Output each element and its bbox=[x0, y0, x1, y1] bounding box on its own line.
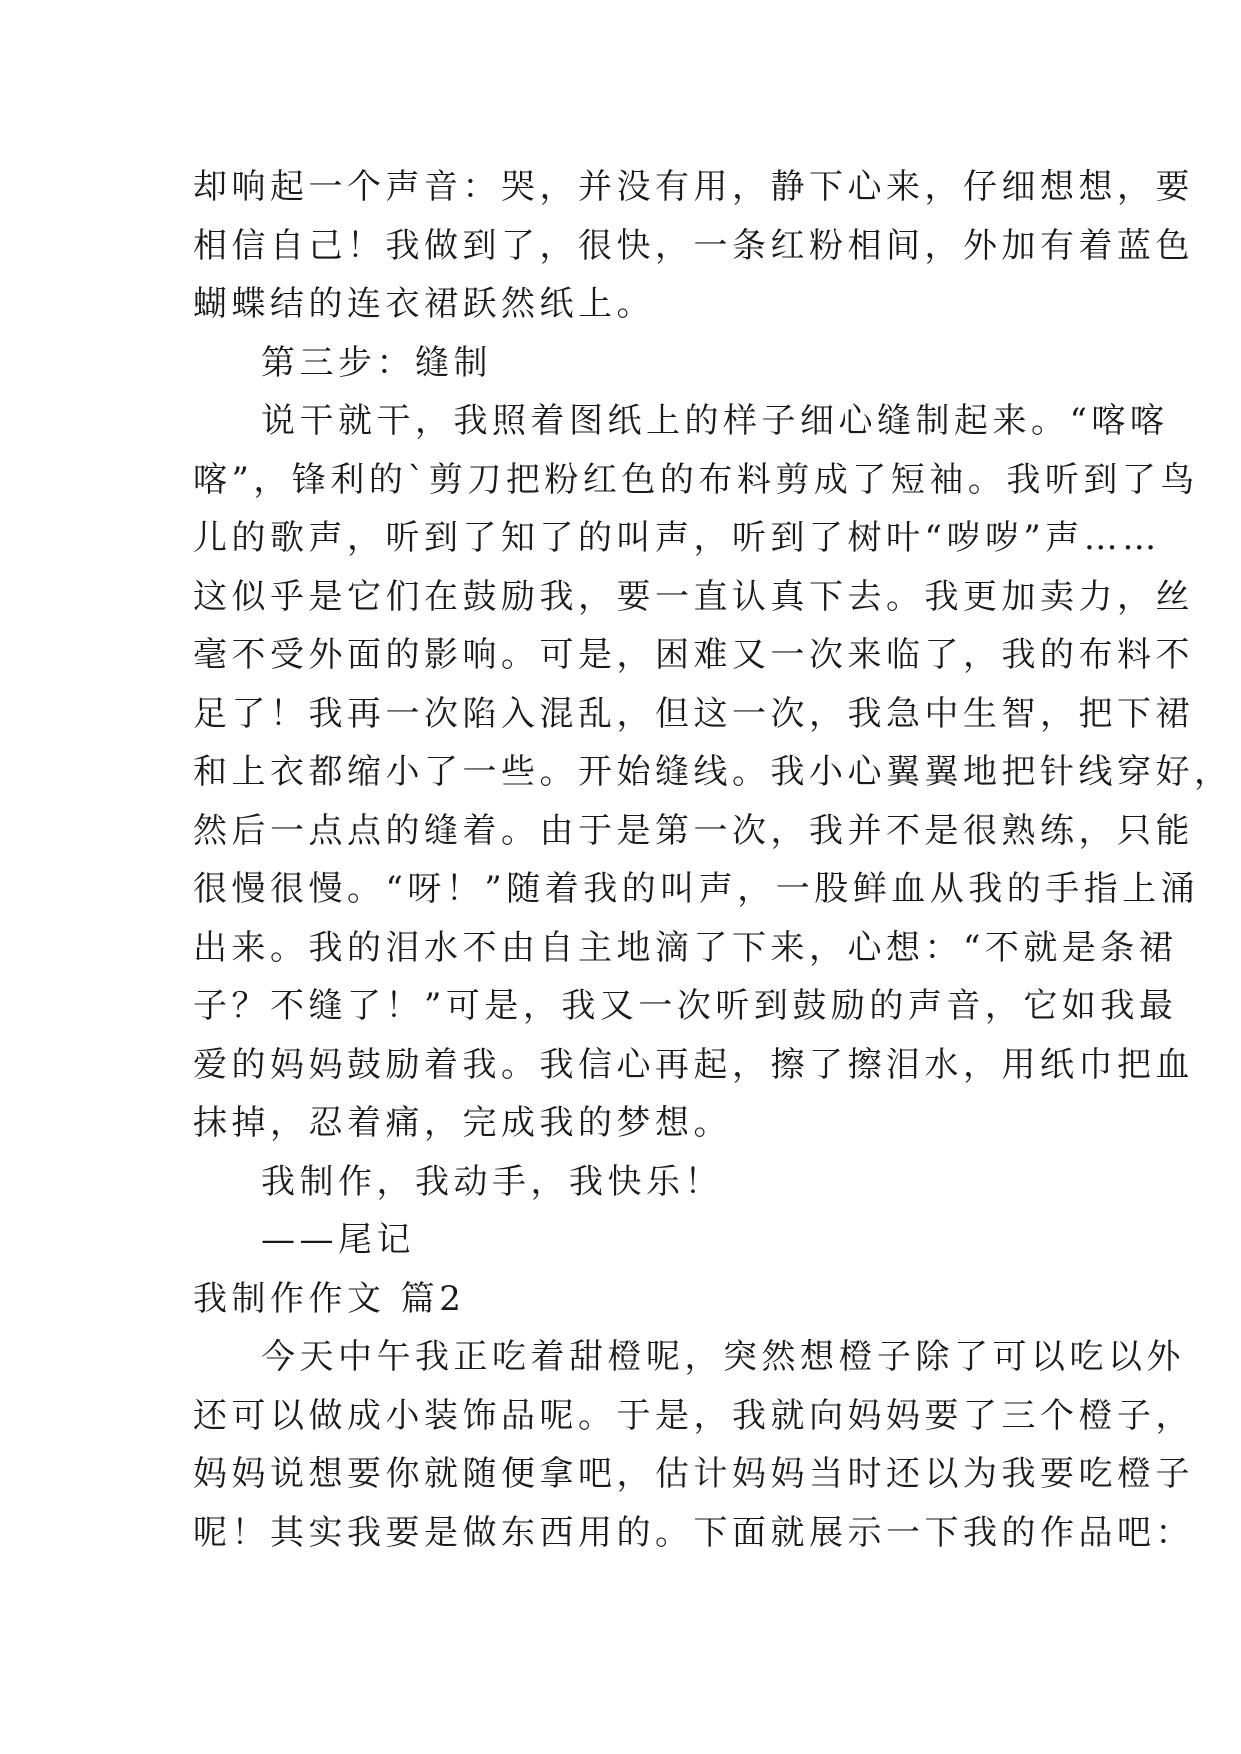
text-line: 出来。我的泪水不由自主地滴了下来，心想：“不就是条裙 bbox=[193, 927, 1178, 968]
text-line: 然后一点点的缝着。由于是第一次，我并不是很熟练，只能 bbox=[193, 810, 1194, 851]
postscript: ——尾记 bbox=[261, 1220, 415, 1260]
text-line: 妈妈说想要你就随便拿吧，估计妈妈当时还以为我要吃橙子 bbox=[193, 1454, 1194, 1494]
text-line: 毫不受外面的影响。可是，困难又一次来临了，我的布料不 bbox=[193, 635, 1194, 675]
text-line: 还可以做成小装饰品呢。于是，我就向妈妈要了三个橙子， bbox=[193, 1395, 1194, 1436]
document-body bbox=[193, 158, 1233, 1562]
step3-heading: 第三步：缝制 bbox=[261, 342, 492, 383]
text-line: 子？不缝了！”可是，我又一次听到鼓励的声音，它如我最 bbox=[193, 986, 1178, 1026]
closing-line: 我制作，我动手，我快乐！ bbox=[261, 1161, 723, 1202]
text-line: 喀”，锋利的`剪刀把粉红色的布料剪成了短袖。我听到了鸟 bbox=[193, 459, 1199, 500]
text-line: 却响起一个声音：哭，并没有用，静下心来，仔细想想，要 bbox=[193, 167, 1194, 207]
text-line: 相信自己！我做到了，很快，一条红粉相间，外加有着蓝色 bbox=[193, 225, 1194, 266]
text-line: 抹掉，忍着痛，完成我的梦想。 bbox=[193, 1103, 732, 1143]
paragraph-oranges bbox=[193, 1328, 1194, 1562]
section-title: 我制作作文 篇2 bbox=[193, 1278, 466, 1319]
text-line: 很慢很慢。“呀！”随着我的叫声，一股鲜血从我的手指上涌 bbox=[193, 869, 1200, 909]
text-line: 蝴蝶结的连衣裙跃然纸上。 bbox=[193, 284, 655, 324]
text-line: 足了！我再一次陷入混乱，但这一次，我急中生智，把下裙 bbox=[193, 693, 1194, 734]
text-line: 儿的歌声，听到了知了的叫声，听到了树叶“哕哕”声…… bbox=[193, 518, 1161, 558]
paragraph-dress-drawing bbox=[193, 158, 1194, 334]
text-line: 爱的妈妈鼓励着我。我信心再起，擦了擦泪水，用纸巾把血 bbox=[193, 1044, 1194, 1085]
text-line: 这似乎是它们在鼓励我，要一直认真下去。我更加卖力，丝 bbox=[193, 576, 1194, 617]
text-line: 今天中午我正吃着甜橙呢，突然想橙子除了可以吃以外 bbox=[261, 1337, 1185, 1377]
text-line: 说干就干，我照着图纸上的样子细心缝制起来。“喀喀 bbox=[261, 401, 1169, 441]
paragraph-sewing bbox=[193, 392, 1233, 1153]
text-line: 和上衣都缩小了一些。开始缝线。我小心翼翼地把针线穿好， bbox=[193, 752, 1233, 792]
text-line: 呢！其实我要是做东西用的。下面就展示一下我的作品吧： bbox=[193, 1512, 1194, 1553]
